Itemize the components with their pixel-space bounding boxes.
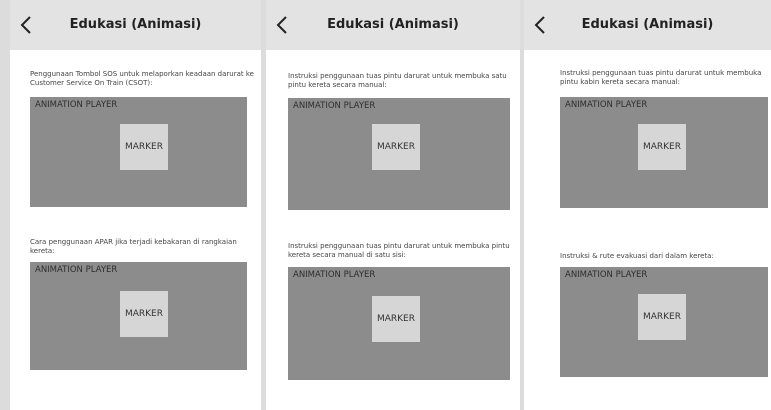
screen-edukasi-1 xyxy=(10,0,261,410)
instruction-text: Penggunaan Tombol SOS untuk melaporkan keadaan darurat ke Customer Service On Train (CSOT): xyxy=(30,70,254,87)
player-label: ANIMATION PLAYER xyxy=(293,270,376,280)
marker: MARKER xyxy=(120,291,168,337)
app-header xyxy=(10,0,261,50)
instruction-text: Instruksi penggunaan tuas pintu darurat untuk membuka pintu kereta secara manual di satu sisi: xyxy=(288,242,510,259)
marker: MARKER xyxy=(638,124,686,170)
screen-edukasi-2 xyxy=(266,0,520,410)
instruction-text: Instruksi & rute evakuasi dari dalam kereta: xyxy=(560,252,714,260)
page-title: Edukasi (Animasi) xyxy=(327,17,459,32)
animation-player[interactable] xyxy=(30,262,247,370)
animation-player[interactable] xyxy=(560,97,768,208)
app-header xyxy=(524,0,771,50)
app-header xyxy=(266,0,520,50)
marker: MARKER xyxy=(372,124,420,170)
page-title: Edukasi (Animasi) xyxy=(69,17,202,32)
animation-player[interactable] xyxy=(30,97,247,207)
instruction-text: Instruksi penggunaan tuas pintu darurat untuk membuka pintu kabin kereta secara manual: xyxy=(560,69,762,86)
animation-player[interactable] xyxy=(288,98,510,210)
player-label: ANIMATION PLAYER xyxy=(35,100,118,110)
marker: MARKER xyxy=(638,294,686,340)
marker: MARKER xyxy=(372,296,420,342)
instruction-text: Cara penggunaan APAR jika terjadi kebakaran di rangkaian kereta: xyxy=(30,238,237,255)
instruction-text: Instruksi penggunaan tuas pintu darurat untuk membuka satu pintu kereta secara manual: xyxy=(288,72,507,89)
animation-player[interactable] xyxy=(288,267,510,380)
player-label: ANIMATION PLAYER xyxy=(293,101,376,111)
marker: MARKER xyxy=(120,124,168,170)
player-label: ANIMATION PLAYER xyxy=(565,100,648,110)
player-label: ANIMATION PLAYER xyxy=(35,265,118,275)
player-label: ANIMATION PLAYER xyxy=(565,270,648,280)
screen-edukasi-3 xyxy=(524,0,771,410)
animation-player[interactable] xyxy=(560,267,768,377)
page-title: Edukasi (Animasi) xyxy=(581,17,714,32)
